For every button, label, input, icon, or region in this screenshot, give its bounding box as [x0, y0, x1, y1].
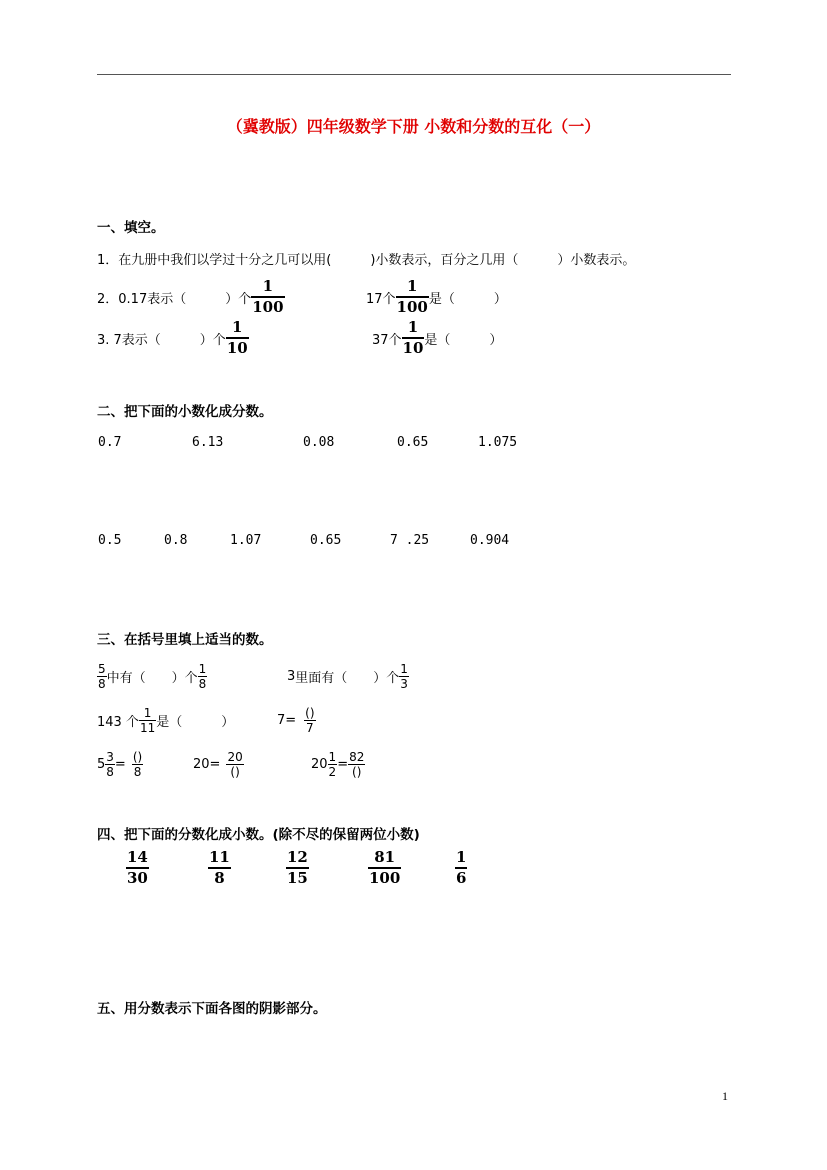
fraction-1-over-2: $\frac{1}{2}$ — [328, 749, 337, 779]
fraction-5-over-8: $\frac{5}{8}$ — [98, 661, 106, 691]
fill-item-d: 7= $\frac{()}{7}$ — [277, 705, 315, 735]
fraction-1-over-10: $\frac{1}{10}$ — [226, 318, 248, 357]
section-4-heading: 四、把下面的分数化成小数。(除不尽的保留两位小数) — [97, 827, 420, 843]
fraction-1-over-100-b: $\frac{1}{100}$ — [396, 277, 428, 316]
fraction-3-over-8: $\frac{3}{8}$ — [106, 749, 114, 779]
page-title: （冀教版）四年级数学下册 小数和分数的互化（一） — [226, 117, 601, 136]
section-3-heading: 三、在括号里填上适当的数。 — [97, 632, 273, 648]
fraction-1-over-8: $\frac{1}{8}$ — [198, 661, 207, 691]
fill-item-e: 5 $\frac{3}{8}$ = $\frac{()}{8}$ — [97, 749, 143, 779]
question-1-2-text: 2．0.17表示（ ）个 — [97, 291, 252, 307]
fraction-item: $\frac{1}{6}$ — [456, 848, 467, 887]
fraction-item: $\frac{11}{8}$ — [209, 848, 230, 887]
question-1-2 — [97, 277, 285, 317]
decimal-item: 0.08 — [303, 435, 335, 450]
section-5-heading: 五、用分数表示下面各图的阴影部分。 — [97, 1001, 327, 1017]
fraction-item: $\frac{14}{30}$ — [127, 848, 148, 887]
question-1-2-right: 17个 $\frac{1}{100}$ 是（ ） — [366, 277, 507, 316]
decimal-item: 0.65 — [397, 435, 429, 450]
fraction-82-over-blank: $\frac{82}{()}$ — [349, 749, 365, 779]
decimal-item: 1.07 — [230, 533, 262, 548]
fraction-1-over-10-b: $\frac{1}{10}$ — [402, 318, 424, 357]
fraction-blank-over-7: $\frac{()}{7}$ — [305, 705, 315, 735]
section-1-heading: 一、填空。 — [97, 220, 165, 236]
fill-item-b: 3 里面有（ ）个 $\frac{1}{3}$ — [287, 661, 408, 691]
question-1-1: 1．在九册中我们以学过十分之几可以用( )小数表示，百分之几用（ ）小数表示。 — [97, 253, 636, 268]
header-rule — [97, 74, 731, 75]
page-number: 1 — [722, 1089, 728, 1103]
decimal-item: 0.5 — [98, 533, 122, 548]
decimal-item: 0.904 — [470, 533, 510, 548]
question-1-3-right: 37个 $\frac{1}{10}$ 是（ ） — [372, 318, 503, 357]
fraction-1-over-3: $\frac{1}{3}$ — [400, 661, 408, 691]
fill-item-a: $\frac{5}{8}$ 中有（ ）个 $\frac{1}{8}$ — [98, 661, 207, 691]
fill-item-f: 20= $\frac{20}{()}$ — [193, 749, 243, 779]
fraction-blank-over-8: $\frac{()}{8}$ — [132, 749, 143, 779]
fraction-item: $\frac{81}{100}$ — [369, 848, 401, 887]
question-1-3: 3. 7表示（ ）个 $\frac{1}{10}$ — [97, 318, 248, 357]
decimal-item: 0.7 — [98, 435, 122, 450]
fraction-1-over-11: $\frac{1}{11}$ — [139, 705, 156, 735]
fill-item-c: 143 个 $\frac{1}{11}$ 是（ ） — [97, 705, 235, 735]
fill-item-g: 20 $\frac{1}{2}$ = $\frac{82}{()}$ — [311, 749, 365, 779]
decimal-item: 0.8 — [164, 533, 188, 548]
fraction-item: $\frac{12}{15}$ — [287, 848, 308, 887]
fraction-1-over-100: $\frac{1}{100}$ — [252, 277, 284, 316]
decimal-item: 0.65 — [310, 533, 342, 548]
decimal-item: 1.075 — [478, 435, 518, 450]
decimal-item: 6.13 — [192, 435, 224, 450]
section-2-heading: 二、把下面的小数化成分数。 — [97, 404, 273, 420]
fraction-20-over-blank: $\frac{20}{()}$ — [227, 749, 243, 779]
decimal-item: 7 .25 — [390, 533, 430, 548]
